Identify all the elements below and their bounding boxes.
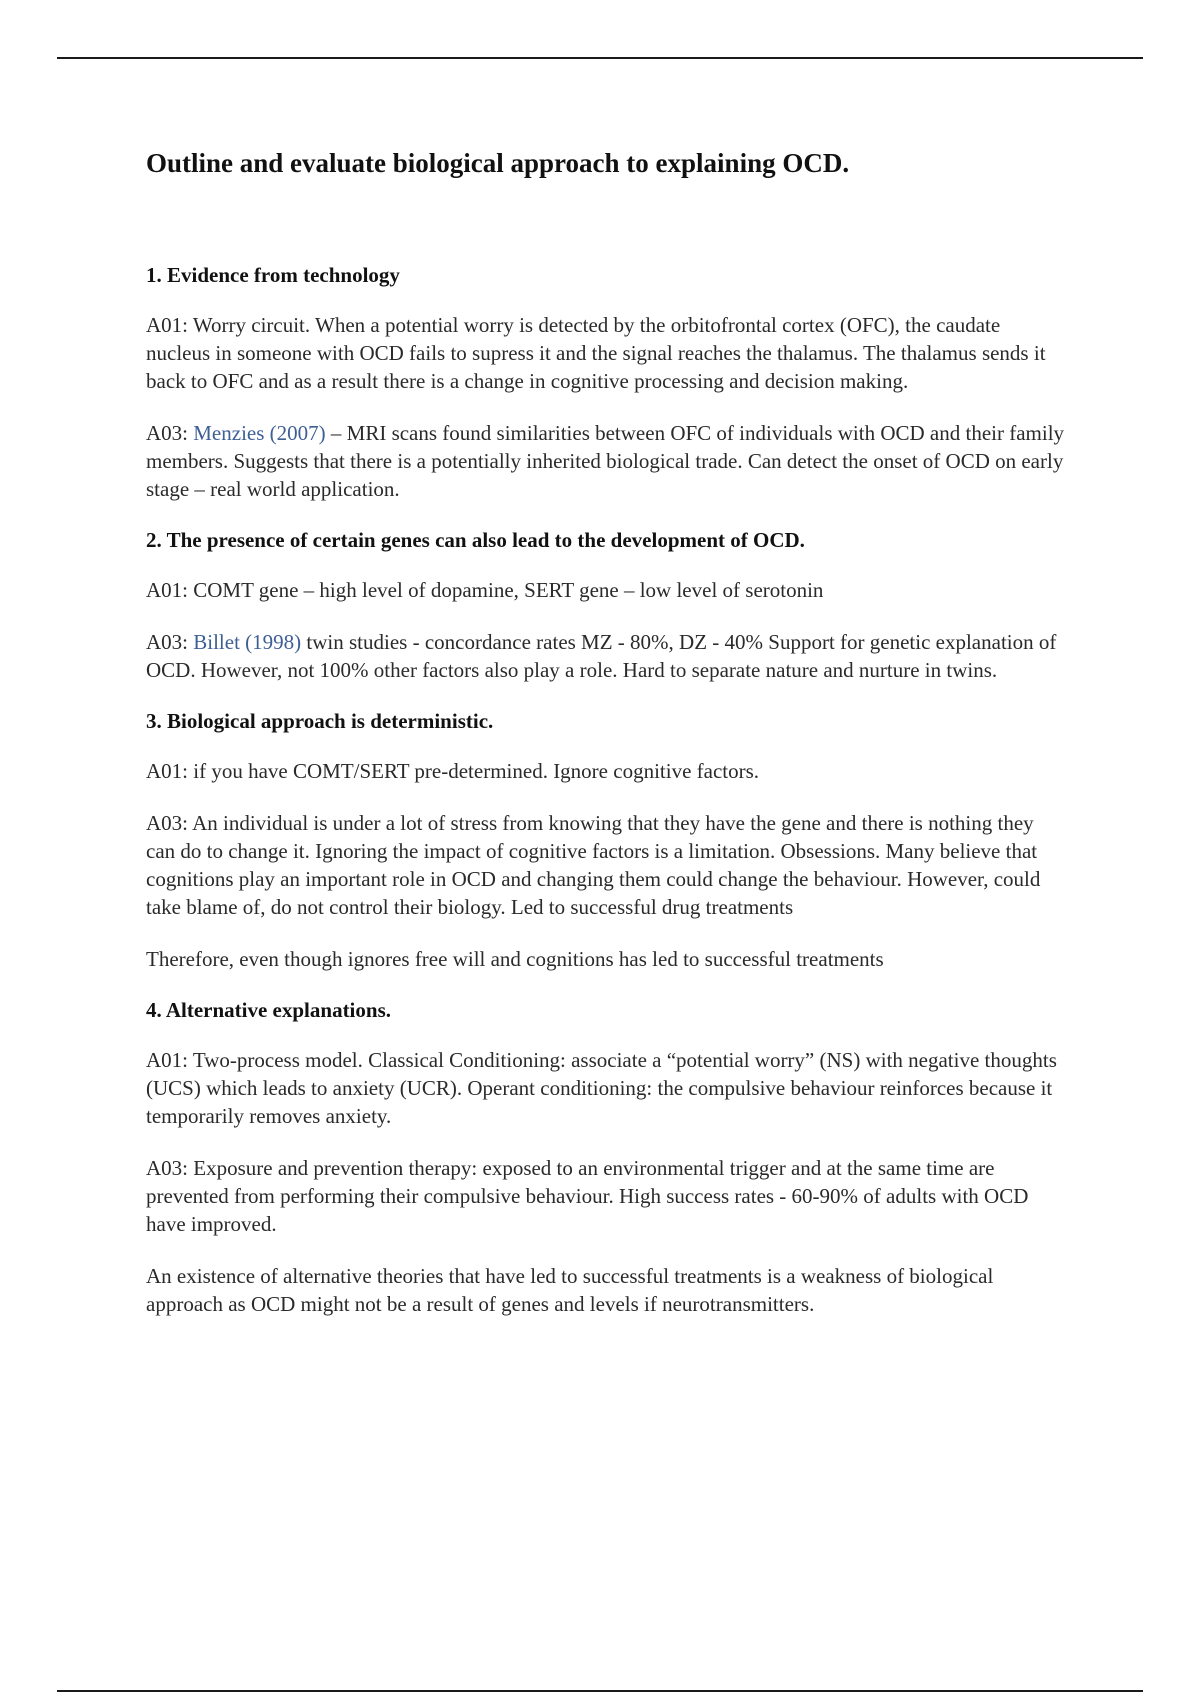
paragraph-text: twin studies - concordance rates MZ - 80%, DZ - 40% Support for genetic explanation of OCD. However, not 100% other factors also play a role. Hard to separate nature and nurture in twins. — [146, 630, 1057, 682]
section-heading: 1. Evidence from technology — [146, 263, 400, 287]
section-genes — [146, 527, 1066, 684]
paragraph-conclusion: Therefore, even though ignores free will and cognitions has led to successful treatments — [146, 947, 884, 971]
paragraph-a03-stress: A03: An individual is under a lot of stress from knowing that they have the gene and there is nothing they can do to change it. Ignoring the impact of cognitive factors is a limitation. Obsessions. Many believe that cognitions play an important role in OCD and changing them could change the behaviour. However, could take blame of, do not control their biology. Led to successful drug treatments — [146, 811, 1041, 919]
paragraph-a01-genes: A01: COMT gene – high level of dopamine, SERT gene – low level of serotonin — [146, 578, 824, 602]
paragraph-a01-two-process: A01: Two-process model. Classical Conditioning: associate a “potential worry” (NS) with negative thoughts (UCS) which leads to anxiety (UCR). Operant conditioning: the compulsive behaviour reinforces because it temporarily removes anxiety. — [146, 1048, 1057, 1128]
section-deterministic — [146, 708, 1066, 973]
paragraph-prefix: A03: — [146, 421, 194, 445]
section-heading: 2. The presence of certain genes can also lead to the development of OCD. — [146, 528, 805, 552]
paragraph-a03-billet — [146, 628, 1066, 684]
section-heading: 4. Alternative explanations. — [146, 998, 391, 1022]
paragraph-a03-exposure: A03: Exposure and prevention therapy: exposed to an environmental trigger and at the same time are prevented from performing their compulsive behaviour. High success rates - 60-90% of adults with OCD have improved. — [146, 1156, 1029, 1236]
document-title: Outline and evaluate biological approach to explaining OCD. — [146, 148, 850, 178]
paragraph-text: – MRI scans found similarities between OFC of individuals with OCD and their family members. Suggests that there is a potentially inherited biological trade. Can detect the onset of OCD on early stage – real world application. — [146, 421, 1065, 501]
document-body — [146, 262, 1066, 1318]
top-rule — [57, 57, 1143, 59]
citation-link[interactable]: Menzies (2007) — [193, 421, 326, 445]
bottom-rule — [57, 1690, 1143, 1692]
paragraph-a01-worry-circuit: A01: Worry circuit. When a potential worry is detected by the orbitofrontal cortex (OFC), the caudate nucleus in someone with OCD fails to supress it and the signal reaches the thalamus. The thalamus sends it back to OFC and as a result there is a change in cognitive processing and decision making. — [146, 313, 1046, 393]
paragraph-a01-deterministic: A01: if you have COMT/SERT pre-determined. Ignore cognitive factors. — [146, 759, 760, 783]
section-alternative-explanations — [146, 997, 1066, 1318]
citation-link[interactable]: Billet (1998) — [193, 630, 302, 654]
section-evidence-from-technology — [146, 262, 1066, 503]
document-page — [146, 146, 1066, 1342]
paragraph-a03-menzies — [146, 419, 1066, 503]
section-heading: 3. Biological approach is deterministic. — [146, 709, 494, 733]
paragraph-weakness: An existence of alternative theories that have led to successful treatments is a weakness of biological approach as OCD might not be a result of genes and levels if neurotransmitters. — [146, 1264, 994, 1316]
paragraph-prefix: A03: — [146, 630, 194, 654]
